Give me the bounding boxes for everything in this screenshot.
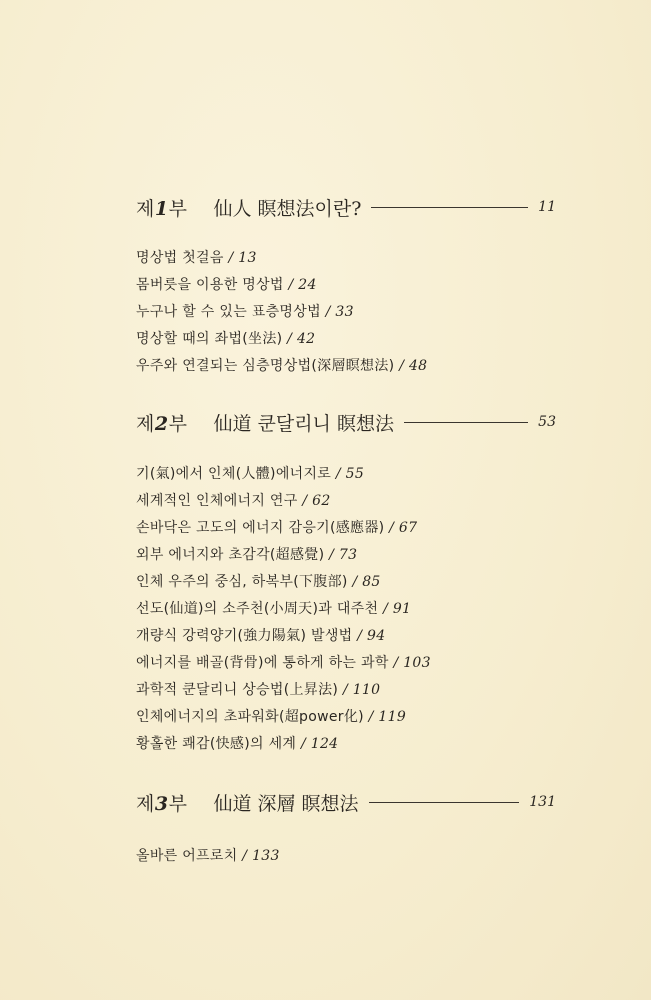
part-label: 제1부 xyxy=(136,197,188,220)
toc-entry: 몸버릇을 이용한 명상법 / 24 xyxy=(136,277,317,293)
toc-entry: 명상할 때의 좌법(坐法) / 42 xyxy=(136,331,316,347)
leader-line xyxy=(404,422,528,423)
part-title: 仙人 瞑想法이란? xyxy=(213,197,362,220)
toc-entry: 세계적인 인체에너지 연구 / 62 xyxy=(136,493,331,509)
toc-entry: 손바닥은 고도의 에너지 감응기(感應器) / 67 xyxy=(136,520,418,536)
part-1-entries xyxy=(136,245,576,380)
part-2-heading xyxy=(136,407,556,437)
toc-entry: 기(氣)에서 인체(人體)에너지로 / 55 xyxy=(136,466,365,482)
part-1-heading xyxy=(136,192,556,222)
toc-entry: 황홀한 쾌감(快感)의 세계 / 124 xyxy=(136,736,339,752)
toc-entry: 에너지를 배골(背骨)에 통하게 하는 과학 / 103 xyxy=(136,655,431,671)
part-2-entries xyxy=(136,461,576,758)
toc-entry: 개량식 강력양기(強力陽氣) 발생법 / 94 xyxy=(136,628,386,644)
part-label: 제2부 xyxy=(136,412,188,435)
toc-entry: 올바른 어프로치 / 133 xyxy=(136,848,280,864)
part-3-entries xyxy=(136,843,576,870)
toc-entry: 명상법 첫걸음 / 13 xyxy=(136,250,257,266)
leader-line xyxy=(369,802,520,803)
part-3-heading xyxy=(136,787,556,817)
toc-entry: 우주와 연결되는 심층명상법(深層瞑想法) / 48 xyxy=(136,358,428,374)
toc-entry: 과학적 쿤달리니 상승법(上昇法) / 110 xyxy=(136,682,381,698)
part-label: 제3부 xyxy=(136,792,188,815)
part-title: 仙道 쿤달리니 瞑想法 xyxy=(213,412,394,435)
toc-entry: 선도(仙道)의 소주천(小周天)과 대주천 / 91 xyxy=(136,601,412,617)
toc-entry: 인체 우주의 중심, 하복부(下腹部) / 85 xyxy=(136,574,381,590)
part-page-number: 53 xyxy=(538,414,556,430)
toc-entry: 외부 에너지와 초감각(超感覺) / 73 xyxy=(136,547,358,563)
leader-line xyxy=(371,207,528,208)
part-page-number: 131 xyxy=(529,794,556,810)
toc-entry: 누구나 할 수 있는 표층명상법 / 33 xyxy=(136,304,354,320)
part-title: 仙道 深層 瞑想法 xyxy=(213,792,359,815)
part-page-number: 11 xyxy=(538,199,556,215)
toc-entry: 인체에너지의 초파워화(超power化) / 119 xyxy=(136,709,407,725)
